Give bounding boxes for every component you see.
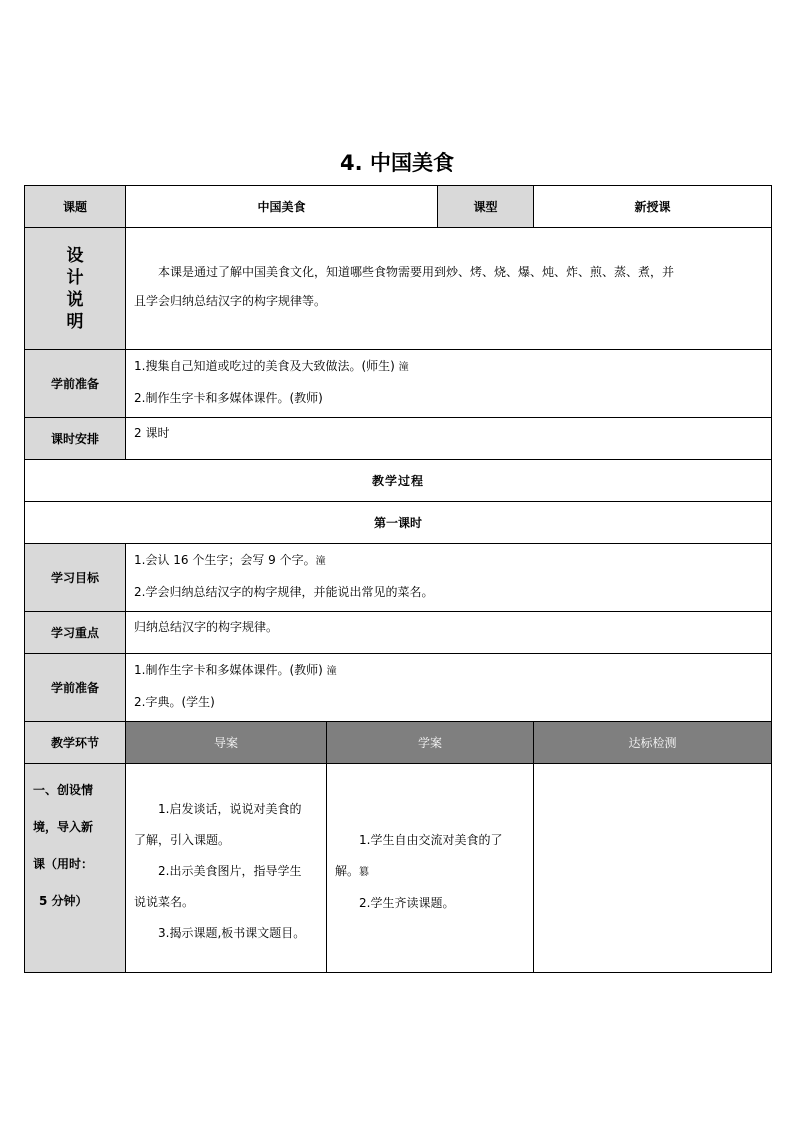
prep2-line-2: 2.字典。(学生) — [134, 695, 215, 709]
stage-header-row — [25, 722, 772, 764]
prep-label: 学前准备 — [25, 350, 126, 418]
design-text: 本课是通过了解中国美食文化，知道哪些食物需要用到炒、烤、烧、爆、炖、炸、煎、蒸、煮，并 且学会归纳总结汉字的构字规律等。 — [126, 228, 772, 350]
prep2-line-1: 1.制作生字卡和多媒体课件。(教师) 潼 — [134, 663, 337, 677]
topic-value: 中国美食 — [126, 186, 438, 228]
topic-label: 课题 — [25, 186, 126, 228]
prep-line-1: 1.搜集自己知道或吃过的美食及大致做法。(师生) 潼 — [134, 359, 409, 373]
prep2-label: 学前准备 — [25, 654, 126, 722]
goals-line-1: 1.会认 16 个生字；会写 9 个字。潼 — [134, 553, 326, 567]
goals-row — [25, 544, 772, 612]
stage1-guide: 1.启发谈话，说说对美食的 了解，引入课题。 2.出示美食图片，指导学生 说说菜名。 3.揭示课题,板书课文题目。 — [126, 764, 327, 973]
prep-content — [126, 350, 772, 418]
focus-value: 归纳总结汉字的构字规律。 — [126, 612, 772, 654]
process-title-row — [25, 460, 772, 502]
stage-col-label: 教学环节 — [25, 722, 126, 764]
check-col-header: 达标检测 — [534, 722, 772, 764]
lesson-title: 第一课时 — [25, 502, 772, 544]
design-label — [25, 228, 126, 350]
goals-line-2: 2.学会归纳总结汉字的构字规律，并能说出常见的菜名。 — [134, 585, 434, 599]
lesson-title-row — [25, 502, 772, 544]
stage1-row — [25, 764, 772, 973]
lesson-plan-table — [24, 185, 772, 973]
schedule-value: 2 课时 — [126, 418, 772, 460]
guide-col-header: 导案 — [126, 722, 327, 764]
topic-row — [25, 186, 772, 228]
prep2-row — [25, 654, 772, 722]
prep-line-2: 2.制作生字卡和多媒体课件。(教师) — [134, 391, 323, 405]
prep-row — [25, 350, 772, 418]
type-value: 新授课 — [534, 186, 772, 228]
stage1-learn: 1.学生自由交流对美食的了 解。篡 2.学生齐读课题。 — [327, 764, 534, 973]
stage1-name: 一、创设情 境，导入新 课（用时： 5 分钟） — [25, 764, 126, 973]
design-label-text: 设 计 说 明 — [66, 245, 84, 332]
type-label: 课型 — [438, 186, 534, 228]
goals-label: 学习目标 — [25, 544, 126, 612]
focus-row — [25, 612, 772, 654]
focus-label: 学习重点 — [25, 612, 126, 654]
page-title: 4. 中国美食 — [340, 151, 454, 175]
goals-content — [126, 544, 772, 612]
stage1-check — [534, 764, 772, 973]
schedule-row — [25, 418, 772, 460]
learn-col-header: 学案 — [327, 722, 534, 764]
design-row — [25, 228, 772, 350]
schedule-label: 课时安排 — [25, 418, 126, 460]
process-title: 教学过程 — [25, 460, 772, 502]
prep2-content — [126, 654, 772, 722]
